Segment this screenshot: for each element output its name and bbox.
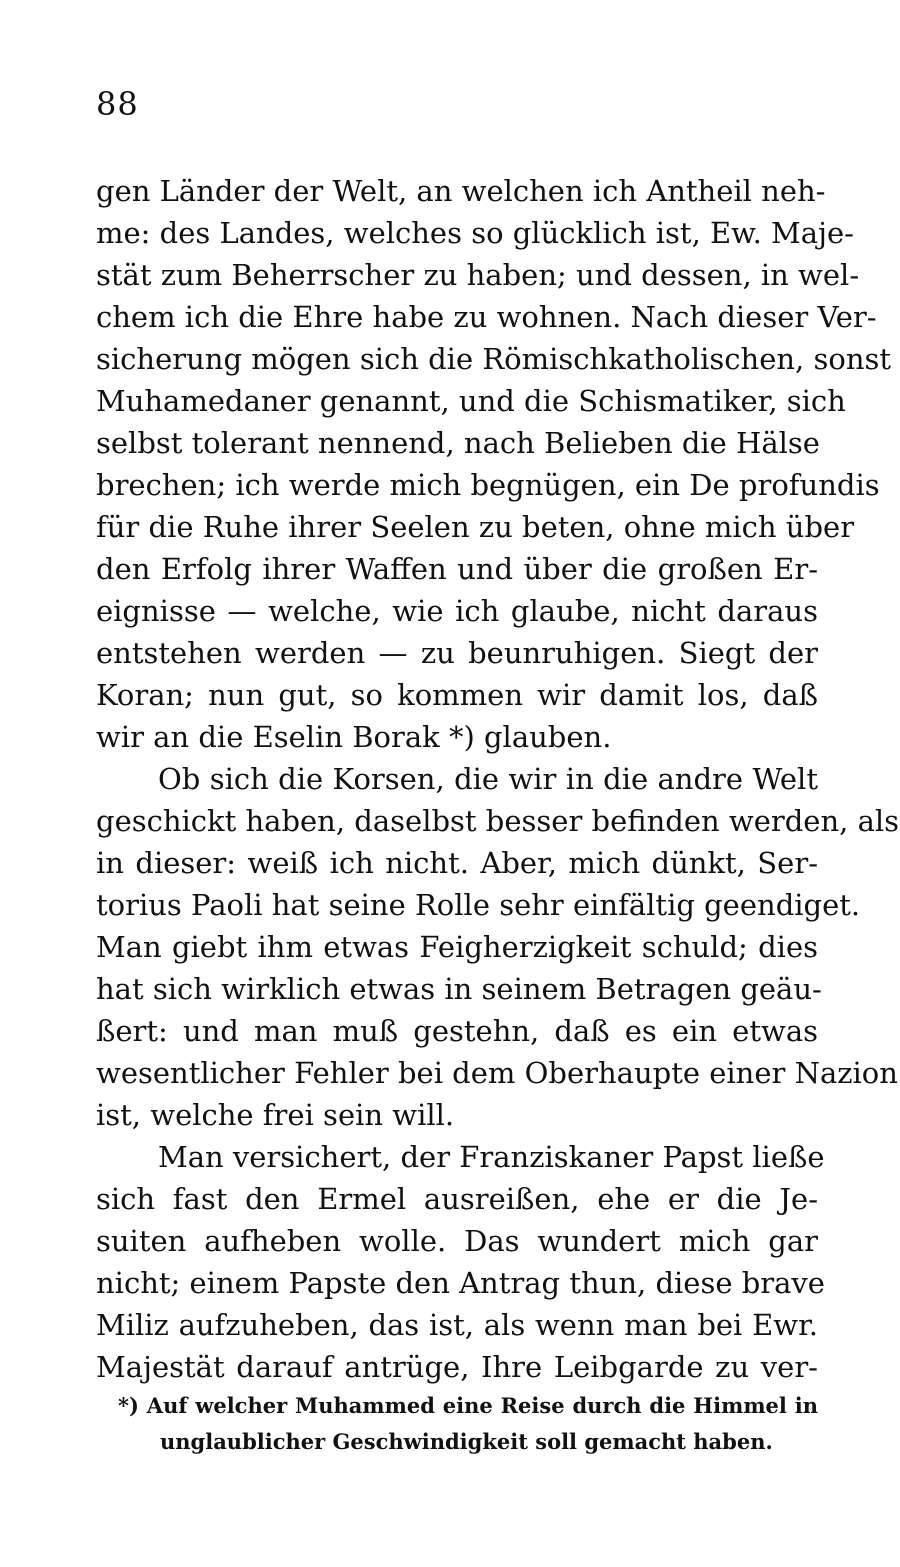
- text-line: me: des Landes, welches so glücklich ist, Ew. Maje-: [96, 216, 854, 250]
- text-line: sicherung mögen sich die Römischkatholischen, sonst: [96, 342, 892, 376]
- paragraph-end-line: ist, welche frei sein will.: [96, 1098, 455, 1132]
- text-line: Muhamedaner genannt, und die Schismatiker, sich: [96, 384, 846, 418]
- footnote-line: *) Auf welcher Muhammed eine Reise durch die Himmel in: [118, 1393, 818, 1418]
- text-line: geschickt haben, daselbst besser befinden werden, als: [96, 804, 900, 838]
- text-line: Koran; nun gut, so kommen wir damit los, daß: [96, 678, 818, 712]
- text-line: wesentlicher Fehler bei dem Oberhaupte einer Nazion: [96, 1056, 898, 1090]
- text-line: Miliz aufzuheben, das ist, als wenn man bei Ewr.: [96, 1308, 818, 1342]
- text-line: torius Paoli hat seine Rolle sehr einfältig geendiget.: [96, 888, 861, 922]
- text-line: chem ich die Ehre habe zu wohnen. Nach dieser Ver-: [96, 300, 877, 334]
- text-line: entstehen werden — zu beunruhigen. Siegt der: [96, 636, 818, 670]
- text-line: suiten aufheben wolle. Das wundert mich gar: [96, 1224, 818, 1258]
- text-line: brechen; ich werde mich begnügen, ein De profundis: [96, 468, 880, 502]
- paragraph-start-line: Ob sich die Korsen, die wir in die andre Welt: [158, 762, 818, 796]
- text-line: den Erfolg ihrer Waffen und über die großen Er-: [96, 552, 818, 586]
- paragraph-end-line: wir an die Eselin Borak *) glauben.: [96, 720, 612, 754]
- text-line: ßert: und man muß gestehn, daß es ein etwas: [96, 1014, 818, 1048]
- text-line: hat sich wirklich etwas in seinem Betragen geäu-: [96, 972, 822, 1006]
- footnote-line: unglaublicher Geschwindigkeit soll gemacht haben.: [160, 1429, 773, 1454]
- text-line: selbst tolerant nennend, nach Belieben die Hälse: [96, 426, 820, 460]
- text-line: für die Ruhe ihrer Seelen zu beten, ohne mich über: [96, 510, 855, 544]
- body-text: [96, 170, 900, 1388]
- paragraph-start-line: Man versichert, der Franziskaner Papst ließe: [158, 1140, 825, 1174]
- text-line: stät zum Beherrscher zu haben; und dessen, in wel-: [96, 258, 860, 292]
- text-line: sich fast den Ermel ausreißen, ehe er die Je-: [96, 1182, 818, 1216]
- text-line: nicht; einem Papste den Antrag thun, diese brave: [96, 1266, 825, 1300]
- page-number: 88: [96, 85, 139, 123]
- text-line: eignisse — welche, wie ich glaube, nicht daraus: [96, 594, 818, 628]
- text-line: Man giebt ihm etwas Feigherzigkeit schuld; dies: [96, 930, 818, 964]
- text-line: gen Länder der Welt, an welchen ich Antheil neh-: [96, 174, 826, 208]
- footnote: [118, 1388, 818, 1460]
- text-line: in dieser: weiß ich nicht. Aber, mich dünkt, Ser-: [96, 846, 818, 880]
- text-line: Majestät darauf antrüge, Ihre Leibgarde zu ver-: [96, 1350, 818, 1384]
